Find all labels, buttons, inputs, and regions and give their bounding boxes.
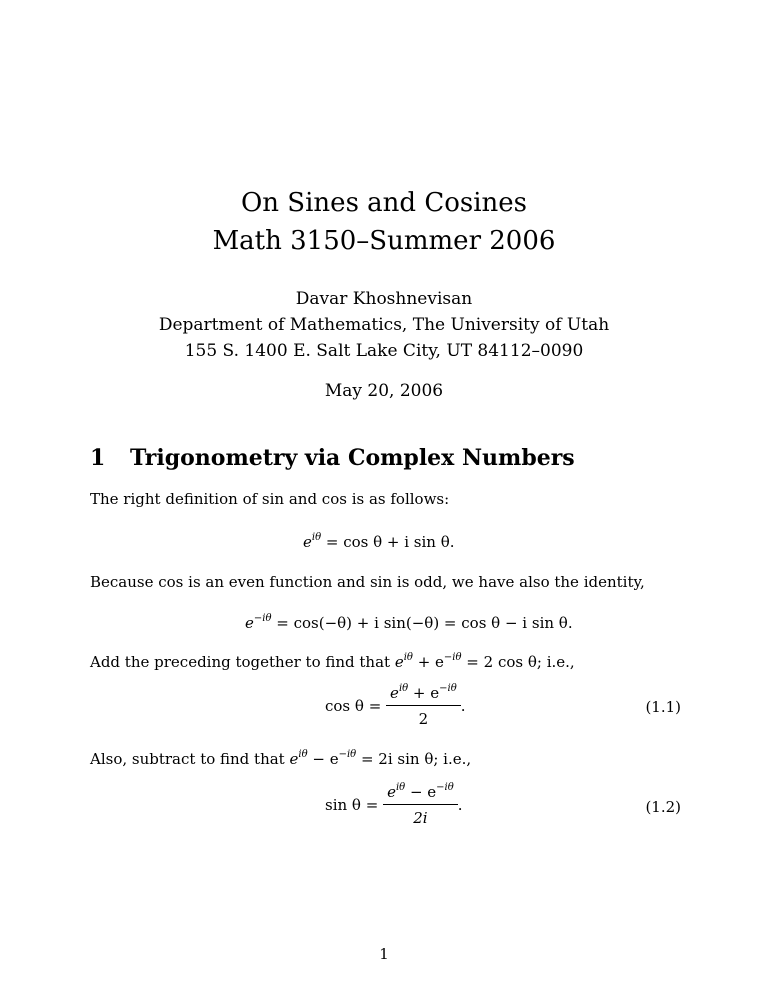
cos-num-b-exp: −iθ (439, 683, 457, 694)
title-line-2: Math 3150–Summer 2006 (212, 226, 556, 256)
cos-num-a-exp: iθ (398, 683, 409, 694)
paragraph-4-lead: Also, subtract to find that (90, 750, 290, 768)
inline1-exp2: −iθ (443, 652, 462, 663)
cos-denominator: 2 (418, 710, 429, 728)
eq2-base: e (245, 614, 254, 632)
cos-lhs: cos θ = (325, 697, 382, 715)
equation-negative (245, 614, 573, 632)
page-number: 1 (379, 945, 389, 963)
cos-numerator (386, 684, 461, 706)
paragraph-4-tail: ; i.e., (433, 750, 472, 768)
inline2-exp2: −iθ (338, 749, 357, 760)
inline2-exp: iθ (298, 749, 308, 760)
eq1-exponent: iθ (311, 532, 322, 543)
inline2-base: e (289, 750, 299, 768)
affiliation: Department of Mathematics, The University of Utah (158, 315, 610, 335)
sin-num-a: e (387, 783, 396, 801)
sin-fraction (383, 783, 458, 827)
paragraph-1: The right definition of sin and cos is as follows: (90, 490, 450, 508)
address: 155 S. 1400 E. Salt Lake City, UT 84112–0090 (184, 341, 584, 361)
eq1-base: e (303, 533, 312, 551)
inline1-mid: + e (412, 653, 444, 671)
inline2-mid: − e (307, 750, 339, 768)
sin-period: . (457, 796, 463, 814)
section-title: Trigonometry via Complex Numbers (130, 445, 575, 471)
paragraph-3-tail: ; i.e., (536, 653, 575, 671)
paragraph-3 (90, 653, 575, 671)
equation-number-1-2: (1.2) (645, 798, 681, 816)
eq2-exponent: −iθ (253, 613, 272, 624)
inline2-rhs: = 2i sin θ (356, 750, 434, 768)
eq1-rhs: = cos θ + i sin θ. (321, 533, 455, 551)
paragraph-4 (90, 750, 471, 768)
cos-num-a: e (390, 684, 399, 702)
cos-period: . (460, 697, 466, 715)
section-number: 1 (90, 445, 106, 471)
inline1-rhs: = 2 cos θ (461, 653, 537, 671)
equation-cos (325, 684, 466, 728)
date: May 20, 2006 (324, 381, 444, 401)
sin-denominator: 2i (413, 809, 428, 827)
sin-num-b-exp: −iθ (436, 782, 454, 793)
paragraph-2: Because cos is an even function and sin is odd, we have also the identity, (90, 573, 645, 591)
sin-numerator (383, 783, 458, 805)
title-line-1: On Sines and Cosines (240, 188, 528, 218)
equation-number-1-1: (1.1) (645, 698, 681, 716)
sin-num-a-exp: iθ (395, 782, 406, 793)
cos-fraction (386, 684, 461, 728)
eq2-rhs: = cos(−θ) + i sin(−θ) = cos θ − i sin θ. (271, 614, 573, 632)
paragraph-3-lead: Add the preceding together to find that (90, 653, 395, 671)
author: Davar Khoshnevisan (295, 289, 473, 309)
inline1-exp: iθ (403, 652, 413, 663)
sin-lhs: sin θ = (325, 796, 379, 814)
sin-num-op: − e (405, 783, 437, 801)
equation-euler (303, 533, 455, 551)
inline1-base: e (394, 653, 404, 671)
equation-sin (325, 783, 463, 827)
cos-num-op: + e (408, 684, 440, 702)
